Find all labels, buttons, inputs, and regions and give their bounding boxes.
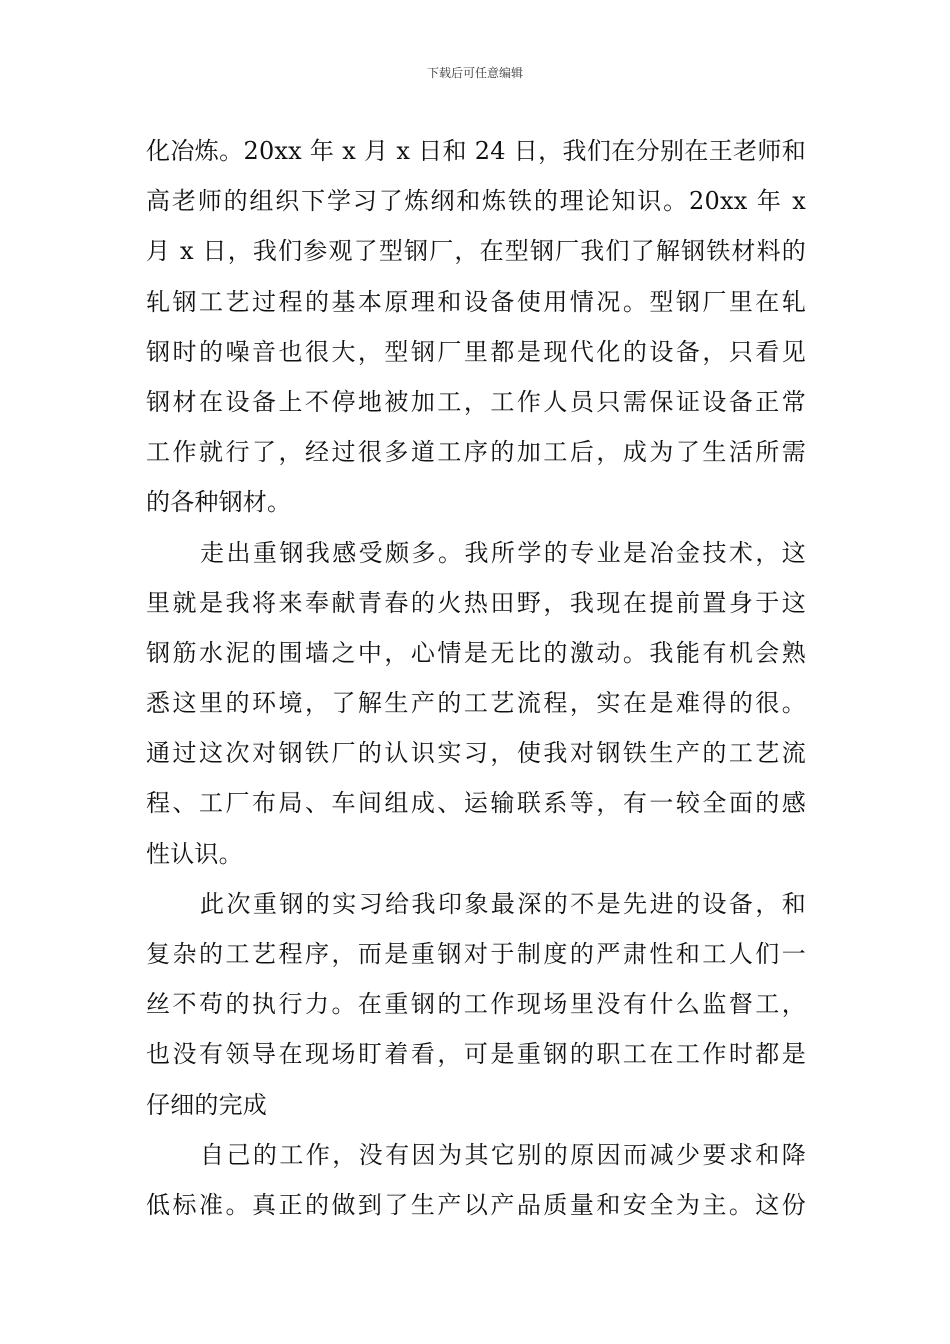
text-line: 钢材在设备上不停地被加工，工作人员只需保证设备正常 <box>146 387 806 416</box>
text-line: 丝不苟的执行力。在重钢的工作现场里没有什么监督工， <box>146 990 806 1019</box>
text-line: 性认识。 <box>146 839 243 868</box>
text-line: 低标准。真正的做到了生产以产品质量和安全为主。这份 <box>146 1190 806 1219</box>
text-line: 复杂的工艺程序，而是重钢对于制度的严肃性和工人们一 <box>146 940 806 968</box>
text-line: 仔细的完成 <box>146 1090 267 1119</box>
paragraph-start-line: 走出重钢我感受颇多。我所学的专业是冶金技术，这 <box>200 538 806 567</box>
text-line: 钢时的噪音也很大，型钢厂里都是现代化的设备，只看见 <box>146 337 806 366</box>
text-line: 高老师的组织下学习了炼纲和炼铁的理论知识。20xx 年 x <box>146 187 806 216</box>
text-line: 工作就行了，经过很多道工序的加工后，成为了生活所需 <box>146 438 806 467</box>
text-line: 里就是我将来奉献青春的火热田野，我现在提前置身于这 <box>146 588 806 617</box>
text-line: 程、工厂布局、车间组成、运输联系等，有一较全面的感 <box>146 789 806 818</box>
document-body <box>146 126 806 1230</box>
text-line: 化冶炼。20xx 年 x 月 x 日和 24 日，我们在分别在王老师和 <box>146 137 806 165</box>
text-line: 钢筋水泥的围墙之中，心情是无比的激动。我能有机会熟 <box>146 638 806 667</box>
paragraph-start-line: 自己的工作，没有因为其它别的原因而减少要求和降 <box>200 1140 806 1169</box>
text-line: 悉这里的环境，了解生产的工艺流程，实在是难得的很。 <box>146 689 806 718</box>
text-line: 也没有领导在现场盯着看，可是重钢的职工在工作时都是 <box>146 1040 806 1069</box>
page-header: 下载后可任意编辑 <box>426 66 523 80</box>
text-line: 轧钢工艺过程的基本原理和设备使用情况。型钢厂里在轧 <box>146 287 806 316</box>
text-line: 通过这次对钢铁厂的认识实习，使我对钢铁生产的工艺流 <box>146 739 806 768</box>
text-line: 的各种钢材。 <box>146 488 292 517</box>
text-line: 月 x 日，我们参观了型钢厂，在型钢厂我们了解钢铁材料的 <box>146 237 806 266</box>
paragraph-start-line: 此次重钢的实习给我印象最深的不是先进的设备，和 <box>200 889 806 918</box>
